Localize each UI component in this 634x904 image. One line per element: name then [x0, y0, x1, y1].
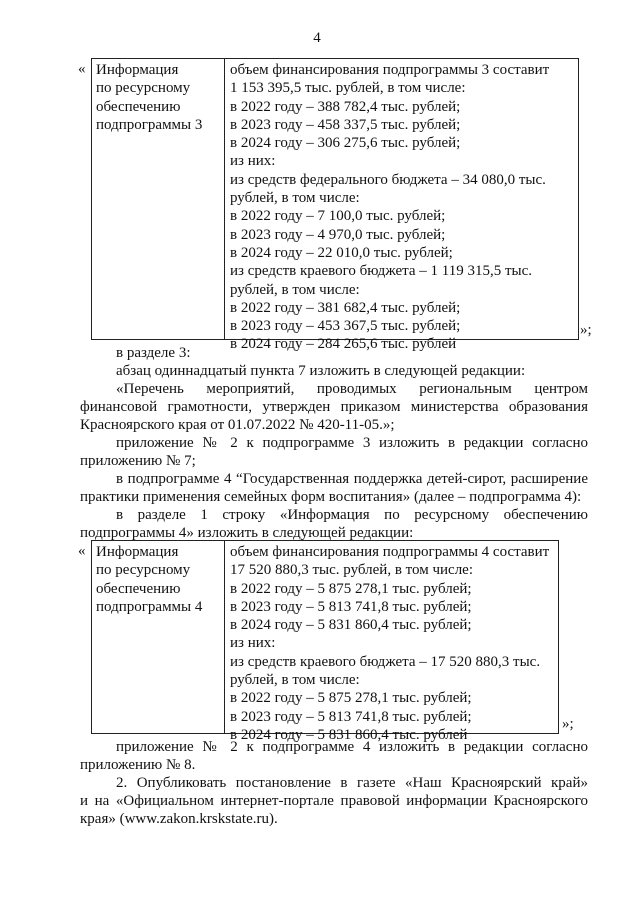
funding-line: из средств краевого бюджета – 1 119 315,5 тыс. — [230, 263, 533, 280]
funding-line: в 2024 году – 22 010,0 тыс. рублей; — [230, 244, 453, 261]
left-line: подпрограммы 3 — [96, 116, 203, 133]
left-line: Информация — [96, 544, 179, 560]
funding-line: в 2022 году – 5 875 278,1 тыс. рублей; — [230, 580, 472, 597]
quote-line: финансовой грамотности, утвержден приказом министерства образования — [80, 399, 588, 415]
funding-line: рублей, в том числе: — [230, 281, 360, 298]
funding-line: из них: — [230, 635, 276, 652]
table-left-cell — [96, 61, 224, 134]
funding-line: в 2023 году – 453 367,5 тыс. рублей; — [230, 318, 461, 335]
close-quote-2: »; — [562, 716, 574, 732]
subprogram-4-line: практики применения семейных форм воспитания» (далее – подпрограмма 4): — [80, 489, 582, 505]
quote-line: «Перечень мероприятий, проводимых региональным центром — [116, 381, 588, 397]
funding-line: из них: — [230, 153, 276, 170]
section-1-line: в разделе 1 строку «Информация по ресурсному обеспечению — [116, 507, 588, 523]
publish-line: и на «Официальном интернет-портале правовой информации Красноярского — [80, 793, 588, 809]
funding-line: объем финансирования подпрограммы 4 составит — [230, 544, 550, 560]
funding-line: 1 153 395,5 тыс. рублей, в том числе: — [230, 80, 466, 97]
left-line: обеспечению — [96, 98, 181, 115]
left-line: Информация — [96, 62, 179, 78]
table-divider — [224, 59, 225, 339]
funding-line: в 2022 году – 7 100,0 тыс. рублей; — [230, 208, 446, 225]
appendix-sub4-line: приложению № 8. — [80, 757, 196, 773]
funding-line: в 2022 году – 381 682,4 тыс. рублей; — [230, 299, 461, 316]
funding-line: в 2024 году – 5 831 860,4 тыс. рублей; — [230, 617, 472, 634]
funding-line: в 2023 году – 458 337,5 тыс. рублей; — [230, 116, 461, 133]
funding-line: в 2022 году – 5 875 278,1 тыс. рублей; — [230, 690, 472, 707]
appendix-line: приложение № 2 к подпрограмме 3 изложить в редакции согласно — [116, 435, 588, 451]
open-quote-1: « — [78, 61, 86, 77]
funding-line: в 2024 году – 306 275,6 тыс. рублей; — [230, 135, 461, 152]
funding-line: из средств федерального бюджета – 34 080,0 тыс. — [230, 171, 546, 188]
publish-line: края» (www.zakon.krskstate.ru). — [80, 811, 278, 827]
funding-line: объем финансирования подпрограммы 3 составит — [230, 62, 550, 78]
page-number: 4 — [313, 30, 321, 46]
paragraph-11-instruction: абзац одиннадцатый пункта 7 изложить в следующей редакции: — [116, 363, 526, 379]
table-left-cell — [96, 543, 224, 616]
close-quote-1: »; — [580, 322, 592, 338]
section-3-heading: в разделе 3: — [116, 345, 191, 361]
funding-line: рублей, в том числе: — [230, 672, 360, 689]
resource-table-subprogram-4 — [91, 540, 559, 743]
appendix-line: приложению № 7; — [80, 453, 196, 469]
section-1-line: подпрограммы 4» изложить в следующей редакции: — [80, 525, 414, 541]
left-line: по ресурсному — [96, 80, 191, 97]
quote-line: Красноярского края от 01.07.2022 № 420-11-05.»; — [80, 417, 395, 433]
funding-line: в 2023 году – 5 813 741,8 тыс. рублей; — [230, 598, 472, 615]
funding-line: в 2022 году – 388 782,4 тыс. рублей; — [230, 98, 461, 115]
funding-line: в 2023 году – 5 813 741,8 тыс. рублей; — [230, 708, 472, 725]
funding-line: в 2023 году – 4 970,0 тыс. рублей; — [230, 226, 446, 243]
funding-line: рублей, в том числе: — [230, 190, 360, 207]
table-divider — [224, 541, 225, 733]
publish-line: 2. Опубликовать постановление в газете «Наш Красноярский край» — [116, 775, 588, 791]
left-line: обеспечению — [96, 580, 181, 597]
funding-line: в 2024 году – 5 831 860,4 тыс. рублей — [230, 726, 468, 743]
appendix-sub4-line: приложение № 2 к подпрограмме 4 изложить в редакции согласно — [116, 739, 588, 755]
subprogram-4-line: в подпрограмме 4 “Государственная поддержка детей-сирот, расширение — [116, 471, 588, 487]
open-quote-2: « — [78, 543, 86, 559]
left-line: по ресурсному — [96, 562, 191, 579]
left-line: подпрограммы 4 — [96, 598, 203, 615]
funding-line: из средств краевого бюджета – 17 520 880,3 тыс. — [230, 653, 541, 670]
funding-line: 17 520 880,3 тыс. рублей, в том числе: — [230, 562, 474, 579]
funding-line: в 2024 году – 284 265,6 тыс. рублей — [230, 336, 457, 353]
table-right-cell — [230, 61, 576, 354]
table-right-cell — [230, 543, 556, 744]
